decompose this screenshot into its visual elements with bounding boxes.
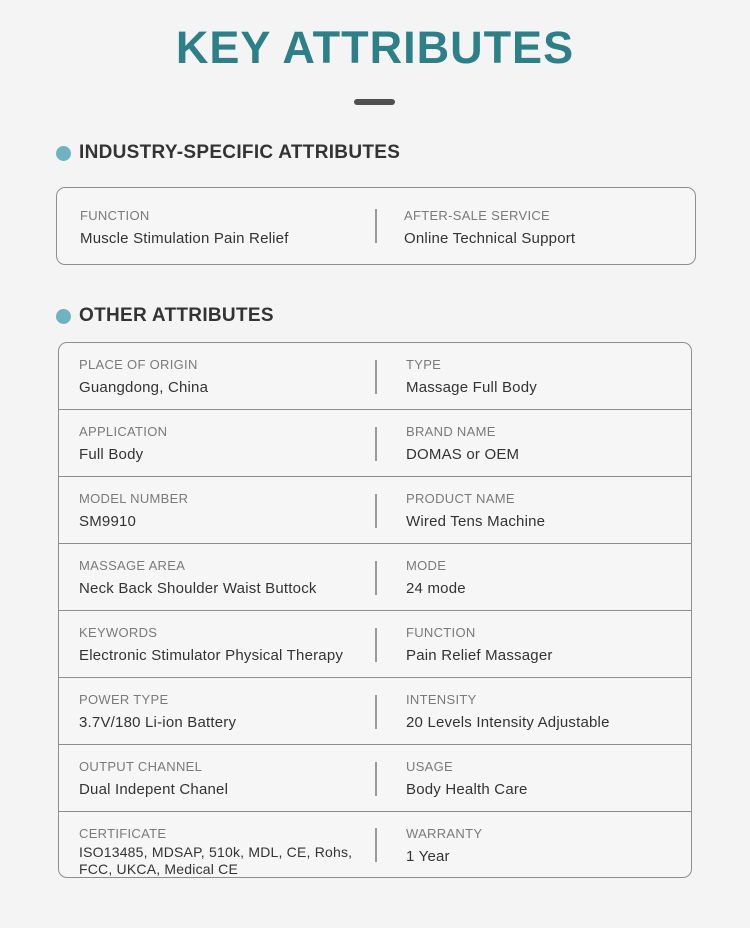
attribute-cell (79, 826, 364, 878)
attribute-label: MODE (406, 558, 447, 573)
attribute-label: PRODUCT NAME (406, 491, 515, 506)
column-divider (375, 427, 377, 461)
other-attributes-table (58, 342, 692, 878)
attribute-cell (79, 692, 364, 732)
attribute-row (57, 188, 695, 264)
attribute-label: USAGE (406, 759, 454, 774)
attribute-cell (80, 208, 365, 248)
attribute-row (59, 745, 691, 812)
column-divider (375, 494, 377, 528)
title-underline (354, 99, 395, 105)
attribute-row (59, 678, 691, 745)
attribute-row (59, 812, 691, 878)
attribute-value: ISO13485, MDSAP, 510k, MDL, CE, Rohs, FCC, UKCA, Medical CE (79, 844, 353, 877)
attribute-value: Full Body (79, 446, 144, 463)
industry-section-title: INDUSTRY-SPECIFIC ATTRIBUTES (79, 142, 401, 163)
attribute-label: WARRANTY (406, 826, 483, 841)
attribute-label: APPLICATION (79, 424, 168, 439)
attribute-label: KEYWORDS (79, 625, 158, 640)
attribute-label: MODEL NUMBER (79, 491, 189, 506)
attribute-label: MASSAGE AREA (79, 558, 186, 573)
attribute-cell (406, 759, 706, 799)
bullet-dot-icon (56, 309, 71, 324)
attribute-cell (79, 625, 364, 665)
attribute-row (59, 343, 691, 410)
attribute-cell (404, 208, 704, 248)
attribute-cell (79, 424, 364, 464)
attribute-label: POWER TYPE (79, 692, 169, 707)
column-divider (375, 628, 377, 662)
attribute-value: Muscle Stimulation Pain Relief (80, 230, 289, 247)
attribute-value: Dual Indepent Chanel (79, 781, 229, 798)
attribute-cell (406, 692, 706, 732)
attribute-value: 3.7V/180 Li-ion Battery (79, 714, 237, 731)
attribute-value: 24 mode (406, 580, 466, 597)
other-section-heading (56, 302, 274, 330)
other-section-title: OTHER ATTRIBUTES (79, 305, 274, 326)
attribute-cell (406, 424, 706, 464)
attribute-cell (79, 759, 364, 799)
attribute-cell (406, 826, 706, 866)
attribute-cell (79, 357, 364, 397)
column-divider (375, 695, 377, 729)
attribute-label: CERTIFICATE (79, 826, 167, 841)
attribute-value: Online Technical Support (404, 230, 576, 247)
attribute-row (59, 544, 691, 611)
attribute-label: FUNCTION (406, 625, 476, 640)
attribute-value: SM9910 (79, 513, 137, 530)
column-divider (375, 828, 377, 862)
attribute-label: OUTPUT CHANNEL (79, 759, 203, 774)
attribute-cell (79, 491, 364, 531)
attribute-label: FUNCTION (80, 208, 150, 223)
column-divider (375, 561, 377, 595)
column-divider (375, 762, 377, 796)
attribute-label: AFTER-SALE SERVICE (404, 208, 551, 223)
attribute-value: 20 Levels Intensity Adjustable (406, 714, 610, 731)
industry-attributes-table (56, 187, 696, 265)
attribute-row (59, 410, 691, 477)
attribute-value: Body Health Care (406, 781, 528, 798)
attribute-cell (79, 558, 364, 598)
attribute-value: Neck Back Shoulder Waist Buttock (79, 580, 317, 597)
attribute-value: 1 Year (406, 848, 450, 865)
column-divider (375, 360, 377, 394)
attribute-value: DOMAS or OEM (406, 446, 520, 463)
attribute-label: TYPE (406, 357, 442, 372)
attribute-label: BRAND NAME (406, 424, 496, 439)
attribute-cell (406, 558, 706, 598)
attribute-value: Wired Tens Machine (406, 513, 546, 530)
attribute-row (59, 611, 691, 678)
column-divider (375, 209, 377, 243)
page-title: KEY ATTRIBUTES (175, 22, 575, 73)
attribute-cell (406, 357, 706, 397)
attribute-value: Pain Relief Massager (406, 647, 553, 664)
attribute-row (59, 477, 691, 544)
attribute-label: PLACE OF ORIGIN (79, 357, 198, 372)
attribute-label: INTENSITY (406, 692, 477, 707)
bullet-dot-icon (56, 146, 71, 161)
attribute-value: Massage Full Body (406, 379, 537, 396)
attribute-value: Electronic Stimulator Physical Therapy (79, 647, 344, 664)
attribute-cell (406, 625, 706, 665)
attribute-value: Guangdong, China (79, 379, 209, 396)
industry-section-heading (56, 139, 400, 167)
attribute-cell (406, 491, 706, 531)
